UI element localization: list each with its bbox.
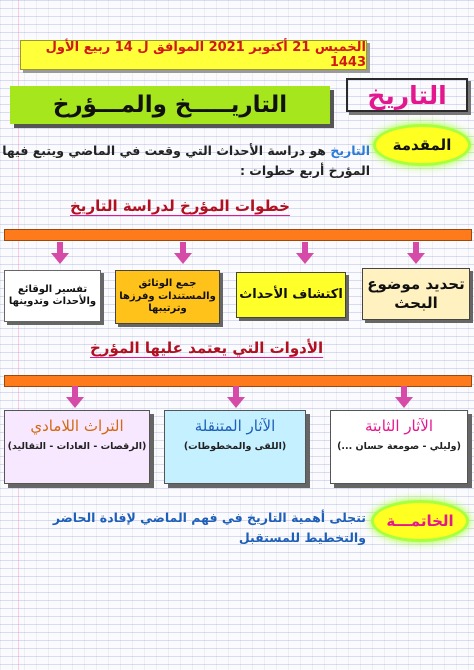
steps-heading: خطوات المؤرخ لدراسة التاريخ: [70, 197, 290, 215]
arrow-down-icon: [296, 242, 314, 266]
intro-definition: هو دراسة الأحداث التي وقعت في الماضي ويتبع فيها: [2, 143, 331, 158]
arrow-down-icon: [407, 242, 425, 266]
tool-card: [164, 410, 306, 484]
tool-name: الآثار الثابتة: [364, 417, 434, 435]
tool-name: الآثار المتنقلة: [194, 417, 276, 435]
intro-line2: المؤرخ أربع خطوات :: [239, 163, 370, 178]
lesson-title: التاريـــــخ والمـــؤرخ: [10, 86, 330, 124]
step-card: اكتشاف الأحداث: [236, 272, 346, 318]
step-card: جمع الوثائق والمستندات وفرزها وترتيبها: [115, 270, 220, 324]
tool-card: [4, 410, 150, 484]
date-banner: الخميس 21 أكتوبر 2021 الموافق ل 14 ربيع الأول 1443: [20, 40, 367, 70]
arrow-down-icon: [66, 386, 84, 410]
conclusion-tag: الخاتمـــة: [374, 503, 466, 539]
tool-examples: (الرقصات - العادات - التقاليد): [7, 441, 147, 452]
intro-keyword: التاريخ: [330, 143, 370, 158]
conclusion-text: تتجلى أهمية التاريخ في فهم الماضي لإفادة الحاضر والتخطيط للمستقبل: [52, 510, 366, 545]
intro-text: [2, 141, 370, 160]
tools-heading: الأدوات التي يعتمد عليها المؤرخ: [90, 339, 324, 357]
steps-bar: [4, 229, 472, 241]
arrow-down-icon: [227, 386, 245, 410]
tool-examples: (وليلي - صومعة حسان ...): [337, 441, 461, 452]
step-card: تحديد موضوع البحث: [362, 268, 470, 320]
intro-tag: المقدمة: [376, 127, 468, 163]
arrow-down-icon: [395, 386, 413, 410]
tool-name: التراث اللامادي: [30, 417, 124, 435]
step-card: تفسير الوقائع والأحداث وتدوينها: [4, 270, 101, 322]
tool-card: [330, 410, 468, 484]
tool-examples: (اللقى والمخطوطات): [183, 441, 287, 452]
arrow-down-icon: [51, 242, 69, 266]
subject-label: التاريخ: [346, 78, 468, 112]
arrow-down-icon: [174, 242, 192, 266]
